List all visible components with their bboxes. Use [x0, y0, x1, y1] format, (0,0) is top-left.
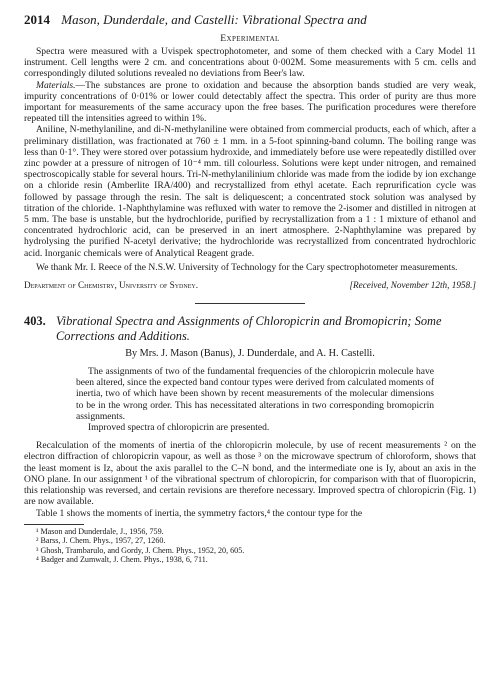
abstract: [76, 366, 434, 433]
article-title: Vibrational Spectra and Assignments of Chloropicrin and Bromopicrin; Some Corrections and Additions.: [56, 314, 442, 343]
materials-paragraph: [24, 80, 476, 125]
experimental-paragraph-1: Spectra were measured with a Uvispek spectrophotometer, and some of them checked with a Cary Model 11 instrument. Cell lengths were 2 cm. and concentrations about 0·002M. Some measurements with 5 cm. cells and correspondingly diluted solutions revealed no deviations from Beer's law.: [24, 46, 476, 80]
page-number: 2014: [24, 12, 50, 27]
affiliation-line: [24, 280, 476, 291]
article-heading: [24, 314, 476, 343]
received-date: [Received, November 12th, 1958.]: [349, 280, 476, 291]
journal-page: [24, 12, 476, 564]
article-divider: [195, 303, 305, 304]
materials-label: Materials.: [36, 79, 76, 91]
footnote-2: ² Barss, J. Chem. Phys., 1957, 27, 1260.: [36, 536, 166, 546]
article-body: [24, 440, 476, 518]
experimental-paragraph-3: Aniline, N-methylaniline, and di-N-methylaniline were obtained from commercial products, each of which, after a preliminary distillation, was fractionated at 760 ± 1 mm. in a 5-foot spinning-band column. The boiling range was less than 0·1°. They were stored over potassium hydroxide, and immediately before use were repeatedly distilled over zinc powder at a pressure of nitrogen of 10⁻⁴ mm. till colourless. Solutions were kept under nitrogen, and remained spectroscopically stable for several hours. Tri-N-methylanilinium chloride was made from the iodide by ion exchange on a chloride resin (Amberlite IRA/400) and recrystallized from ethyl acetate. Each reprurification cycle was followed by passage through the resin. The salt is deliquescent; a concentrated stock solution was analysed by titration of the chloride. 1-Naphthylamine was refluxed with water to remove the 2-isomer and distilled in nitrogen at 5 mm. The base is unstable, but the hydrochloride, purified by recrystallization from a 1 : 1 mixture of ethanol and concentrated hydrochloric acid, can be preserved in an inert atmosphere. 2-Naphthylamine was prepared by hydrolysing the purified N-acetyl derivative; the hydrochloride was recrystallized from concentrated hydrochloric acid. Inorganic chemicals were of Analytical Reagent grade.: [24, 124, 476, 259]
footnote-3: ³ Ghosh, Trambarulo, and Gordy, J. Chem. Phys., 1952, 20, 605.: [36, 545, 245, 555]
authors: By Mrs. J. Mason (Banus), J. Dunderdale, and A. H. Castelli.: [125, 348, 375, 360]
experimental-heading: Experimental: [220, 33, 280, 44]
materials-text: —The substances are prone to oxidation and because the absorption bands studied are very weak, impurity concentrations of 0·01% or lower could detectably affect the spectra. This order of purity are thus more important for measurements of the same accuracy upon the free bases. The purification procedures were therefore repeated till the intensities agreed to within 1%.: [24, 79, 476, 125]
department: Department of Chemistry, University of Sydney.: [24, 280, 199, 291]
acknowledgement: We thank Mr. I. Reece of the N.S.W. University of Technology for the Cary spectrophotometer measurements.: [36, 261, 458, 273]
footnote-1: ¹ Mason and Dunderdale, J., 1956, 759.: [36, 526, 164, 536]
abstract-paragraph-2: Improved spectra of chloropicrin are presented.: [88, 422, 270, 434]
footnote-rule: [24, 524, 84, 525]
abstract-paragraph-1: The assignments of two of the fundamental frequencies of the chloropicrin molecule have been altered, since the expected band contour types were derived from calculated moments of inertia, two of which have been shown by recent measurements of the molecular dimensions to be in the wrong order. This has necessitated alterations in two corresponding bromopicrin assignments.: [76, 366, 434, 422]
running-head: [24, 12, 476, 28]
body-paragraph-2: Table 1 shows the moments of inertia, the symmetry factors,⁴ the contour type for the: [36, 507, 363, 519]
footnote-4: ⁴ Badger and Zumwalt, J. Chem. Phys., 1938, 6, 711.: [36, 554, 208, 564]
article-number: 403.: [24, 314, 46, 329]
body-paragraph-1: Recalculation of the moments of inertia of the chloropicrin molecule, by use of recent measurements ² on the electron diffraction of chloropicrin vapour, as well as those ³ on the microwave spectrum of chloroform, shows that the least moment is Iz, about the axis parallel to the C–N bond, and the intermediate one is Iy, about an axis in the ONO plane. In our assignment ¹ of the vibrational spectrum of chloropicrin, for comparison with that of fluoropicrin, this relationship was reversed, and certain revisions are therefore necessary. Improved spectra of chloropicrin (Fig. 1) are now available.: [24, 440, 476, 508]
running-title: Mason, Dunderdale, and Castelli: Vibrational Spectra and: [61, 12, 367, 27]
footnotes: [24, 527, 476, 565]
